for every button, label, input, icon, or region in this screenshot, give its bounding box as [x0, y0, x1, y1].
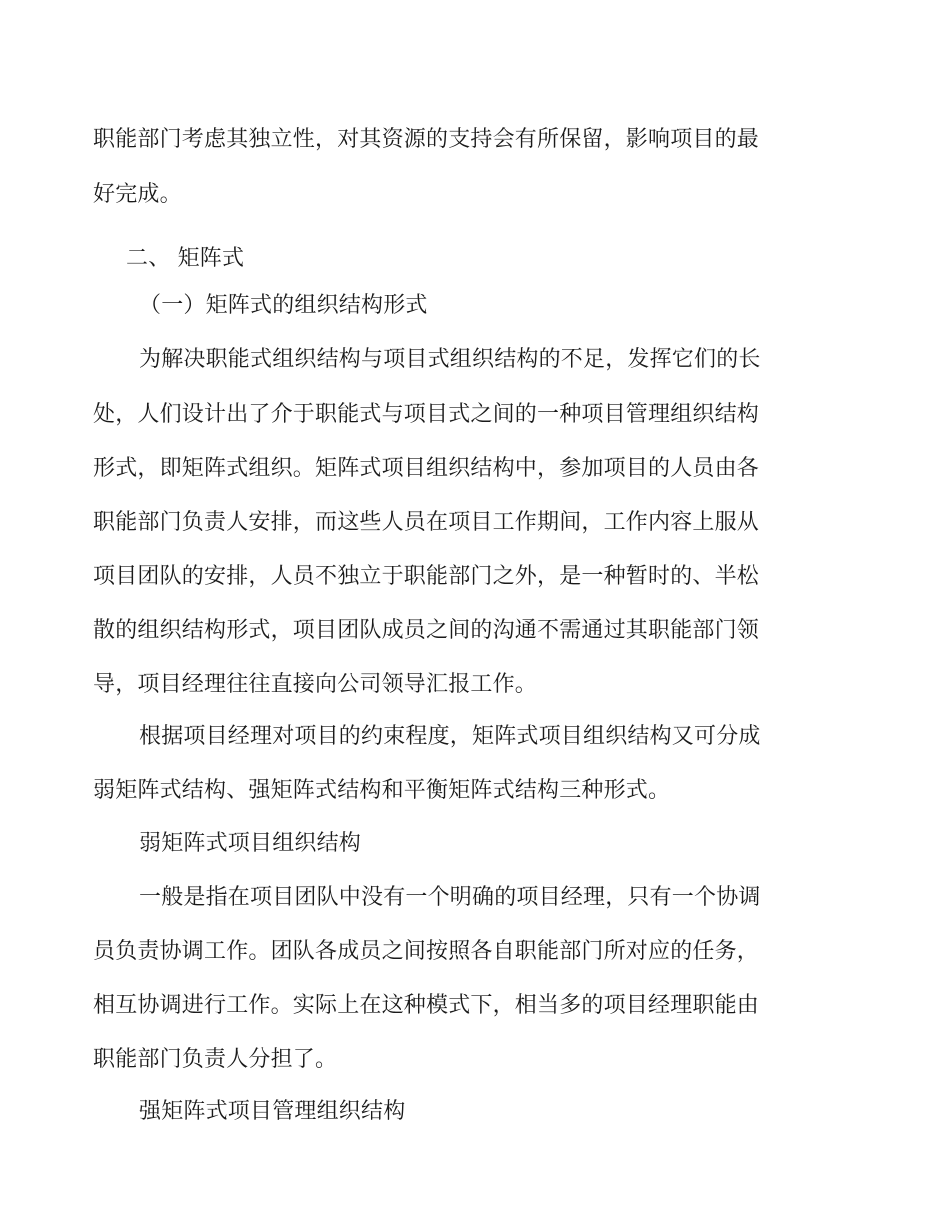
section-heading: 二、 矩阵式 — [126, 246, 245, 271]
paragraph-line: 员负责协调工作。团队各成员之间按照各自职能部门所对应的任务， — [93, 939, 760, 964]
subsection-heading: （一）矩阵式的组织结构形式 — [139, 293, 428, 318]
paragraph-line: 根据项目经理对项目的约束程度，矩阵式项目组织结构又可分成 — [139, 724, 761, 749]
subsection-heading: 强矩阵式项目管理组织结构 — [139, 1099, 406, 1124]
paragraph-line: 项目团队的安排，人员不独立于职能部门之外，是一种暂时的、半松 — [93, 564, 760, 589]
paragraph-line: 职能部门负责人安排，而这些人员在项目工作期间，工作内容上服从 — [93, 510, 760, 535]
paragraph-line: 散的组织结构形式，项目团队成员之间的沟通不需通过其职能部门领 — [93, 618, 760, 643]
paragraph-line: 职能部门考虑其独立性，对其资源的支持会有所保留，影响项目的最 — [93, 127, 760, 152]
paragraph-line: 为解决职能式组织结构与项目式组织结构的不足，发挥它们的长 — [139, 347, 761, 372]
paragraph-line: 导，项目经理往往直接向公司领导汇报工作。 — [93, 672, 538, 697]
paragraph-line: 弱矩阵式结构、强矩阵式结构和平衡矩阵式结构三种形式。 — [93, 778, 671, 803]
paragraph-line: 形式，即矩阵式组织。矩阵式项目组织结构中，参加项目的人员由各 — [93, 456, 760, 481]
paragraph-line: 好完成。 — [93, 182, 182, 207]
paragraph-line: 相互协调进行工作。实际上在这种模式下，相当多的项目经理职能由 — [93, 993, 760, 1018]
paragraph-line: 一般是指在项目团队中没有一个明确的项目经理，只有一个协调 — [139, 885, 761, 910]
subsection-heading: 弱矩阵式项目组织结构 — [139, 831, 362, 856]
paragraph-line: 处，人们设计出了介于职能式与项目式之间的一种项目管理组织结构 — [93, 402, 760, 427]
paragraph-line: 职能部门负责人分担了。 — [93, 1047, 338, 1072]
